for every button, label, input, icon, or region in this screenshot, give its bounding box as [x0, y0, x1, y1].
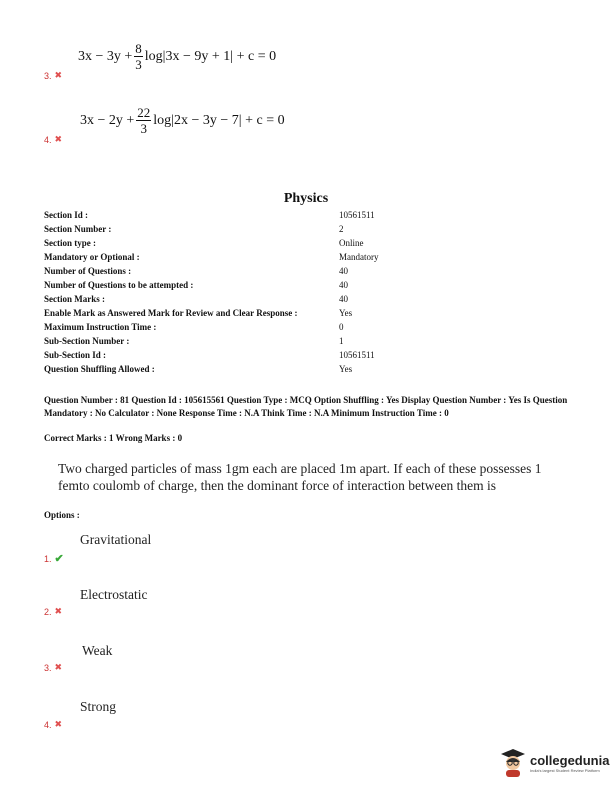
section-info-row: [44, 334, 379, 348]
option-2-number: [44, 606, 62, 617]
graduate-mascot-icon: [500, 748, 526, 778]
section-info-row: [44, 292, 379, 306]
prev-option-3-equation: [78, 42, 276, 71]
option-number: 4.: [44, 719, 52, 730]
section-info-row: [44, 320, 379, 334]
info-value: 10561511: [339, 210, 375, 220]
option-number: 2.: [44, 606, 52, 617]
question-text: Two charged particles of mass 1gm each are placed 1m apart. If each of these possesses 1 femto coulomb of charge, then the dominant force of interaction between them is: [58, 461, 542, 493]
section-info-row: [44, 362, 379, 376]
option-2-text[interactable]: Electrostatic: [80, 587, 148, 602]
section-info-row: [44, 208, 379, 222]
prev-option-3-number: [44, 70, 62, 81]
equation-part: 3x − 2y +: [80, 112, 135, 128]
fraction-denominator: 3: [135, 57, 142, 72]
info-value: 40: [339, 280, 348, 290]
info-key: Section type :: [44, 238, 96, 248]
info-key: Sub-Section Id :: [44, 350, 107, 360]
fraction: [134, 42, 143, 71]
brand-tagline: India's largest Student Review Platform: [530, 768, 600, 773]
brand-name: collegedunia: [530, 753, 610, 768]
equation-part: 3x − 3y +: [78, 48, 133, 64]
info-key: Enable Mark as Answered Mark for Review and Clear Response :: [44, 308, 298, 318]
info-key: Number of Questions to be attempted :: [44, 280, 194, 290]
info-key: Maximum Instruction Time :: [44, 322, 157, 332]
question-marks: Correct Marks : 1 Wrong Marks : 0: [44, 433, 183, 443]
info-value: 10561511: [339, 350, 375, 360]
option-number: 3.: [44, 70, 52, 81]
section-info-row: [44, 306, 379, 320]
question-meta: Question Number : 81 Question Id : 105615561 Question Type : MCQ Option Shuffling : Yes Display Question Number : Yes Is Question Mandatory : No Calculator : None Response Time : N.A Think Time : N.A Minimum Instruction Time : 0: [44, 395, 568, 418]
info-value: Yes: [339, 308, 353, 318]
check-icon: ✔: [54, 553, 64, 565]
wrong-icon: ✖: [54, 719, 63, 729]
option-4-text[interactable]: Strong: [80, 699, 117, 714]
info-value: 40: [339, 294, 348, 304]
section-title: Physics: [283, 191, 329, 206]
wrong-icon: ✖: [54, 70, 63, 80]
section-info-row: [44, 264, 379, 278]
section-info-row: [44, 236, 379, 250]
info-value: 2: [339, 224, 344, 234]
prev-option-4-number: [44, 134, 62, 145]
wrong-icon: ✖: [54, 606, 63, 616]
option-3-text[interactable]: Weak: [82, 643, 113, 658]
info-value: Mandatory: [339, 252, 379, 262]
fraction: [136, 106, 151, 135]
fraction-numerator: 22: [137, 105, 151, 120]
info-key: Mandatory or Optional :: [44, 252, 140, 262]
fraction-numerator: 8: [135, 41, 142, 56]
option-1-text[interactable]: Gravitational: [80, 532, 152, 547]
equation-part: log|2x − 3y − 7| + c = 0: [153, 112, 285, 128]
fraction-denominator: 3: [140, 121, 148, 136]
options-label: Options :: [44, 510, 80, 520]
info-key: Section Marks :: [44, 294, 105, 304]
option-3-number: [44, 662, 62, 673]
equation-part: log|3x − 9y + 1| + c = 0: [144, 48, 277, 64]
info-key: Question Shuffling Allowed :: [44, 364, 155, 374]
wrong-icon: ✖: [54, 134, 63, 144]
section-info-row: [44, 222, 379, 236]
info-value: Online: [339, 238, 364, 248]
section-info-row: [44, 348, 379, 362]
option-number: 1.: [44, 553, 52, 564]
prev-option-4-equation: [80, 106, 285, 135]
option-4-number: [44, 719, 62, 730]
info-key: Number of Questions :: [44, 266, 132, 276]
section-info-row: [44, 278, 379, 292]
info-key: Sub-Section Number :: [44, 336, 130, 346]
option-number: 4.: [44, 134, 52, 145]
option-1-number: [44, 552, 64, 565]
info-value: 1: [339, 336, 344, 346]
section-info-row: [44, 250, 379, 264]
option-number: 3.: [44, 662, 52, 673]
info-value: 0: [339, 322, 344, 332]
info-value: Yes: [339, 364, 353, 374]
info-key: Section Id :: [44, 210, 89, 220]
info-key: Section Number :: [44, 224, 112, 234]
section-info-table: [44, 208, 379, 376]
collegedunia-logo: [500, 748, 609, 778]
info-value: 40: [339, 266, 348, 276]
wrong-icon: ✖: [54, 662, 63, 672]
